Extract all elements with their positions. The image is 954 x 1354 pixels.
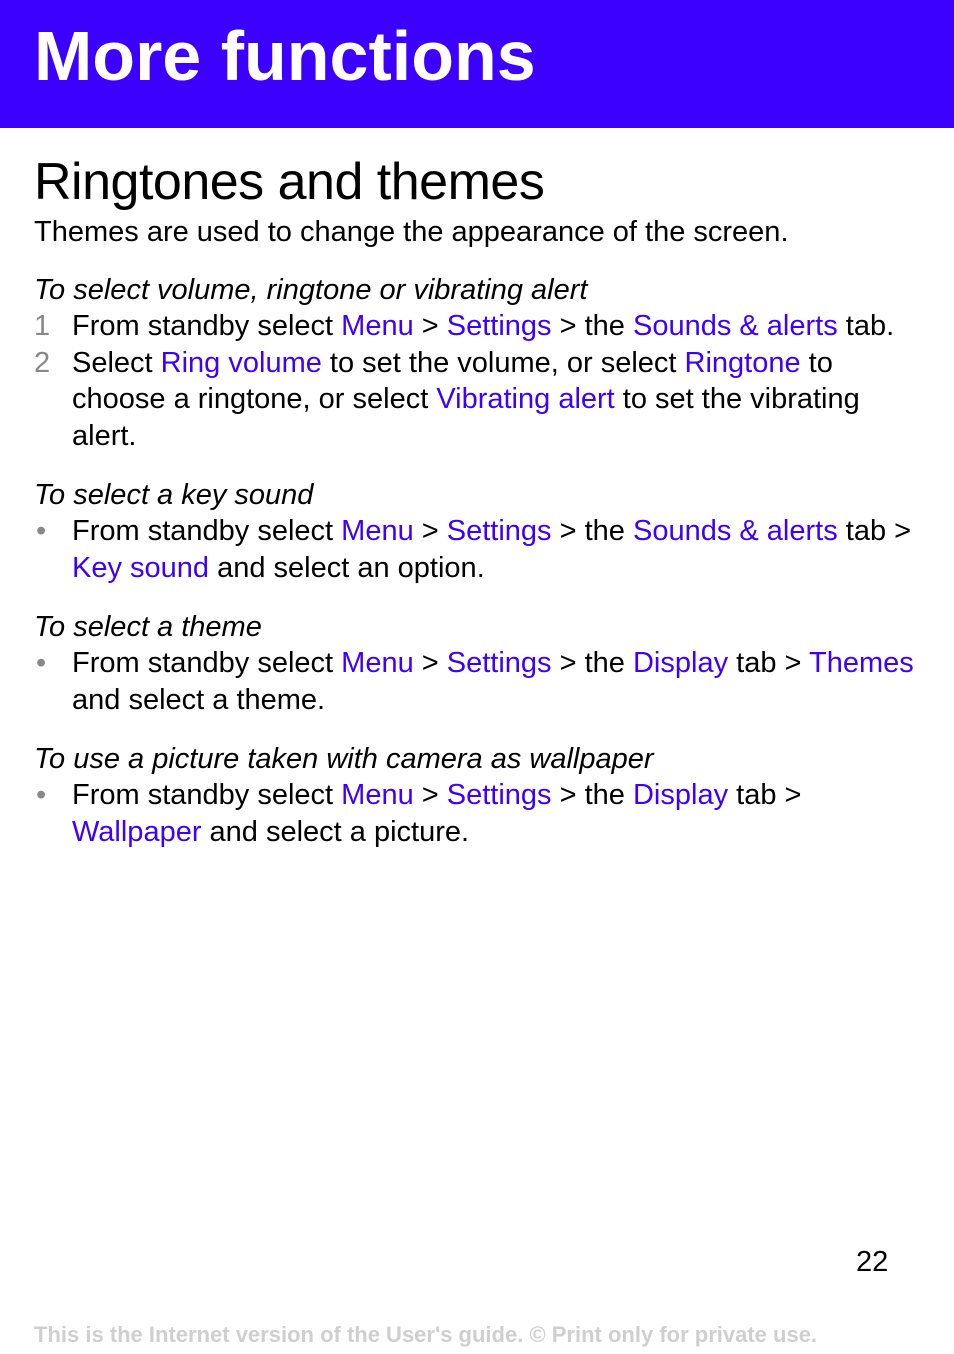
step-text: and select a picture.	[201, 815, 470, 848]
wallpaper-link: Wallpaper	[72, 815, 202, 848]
volume-heading: To select volume, ringtone or vibrating alert	[34, 274, 588, 306]
menu-link: Menu	[341, 779, 414, 811]
step-text: From standby select	[72, 515, 342, 547]
wallpaper-step	[34, 777, 914, 850]
display-link: Display	[632, 647, 729, 679]
step-text: tab >	[728, 647, 809, 679]
step-text: From standby select	[72, 310, 342, 342]
theme-heading: To select a theme	[34, 611, 262, 643]
section-intro: Themes are used to change the appearance of the screen.	[34, 216, 789, 248]
settings-link: Settings	[446, 647, 552, 679]
step-text: to set the vibrating alert.	[72, 383, 860, 452]
ringtone-link: Ringtone	[684, 346, 801, 379]
step-text: >	[413, 515, 447, 547]
menu-link: Menu	[341, 515, 414, 547]
menu-link: Menu	[341, 647, 414, 679]
theme-step	[34, 645, 914, 718]
step-number: 2	[34, 346, 51, 379]
key-sound-steps	[34, 513, 914, 586]
step-text: > the	[551, 515, 633, 547]
header-banner	[0, 0, 954, 128]
step-number: 1	[34, 310, 51, 342]
step-text: to choose a ringtone, or select	[72, 346, 833, 415]
themes-link: Themes	[808, 647, 914, 679]
step-text: tab.	[837, 310, 895, 342]
ring-volume-link: Ring volume	[160, 346, 322, 379]
wallpaper-steps	[34, 777, 914, 850]
theme-steps	[34, 645, 914, 718]
sounds-alerts-link: Sounds & alerts	[632, 515, 838, 547]
step-text: > the	[551, 647, 633, 679]
wallpaper-heading: To use a picture taken with camera as wallpaper	[34, 743, 654, 775]
step-text: to set the volume, or select	[321, 346, 685, 379]
step-text: and select a theme.	[72, 683, 326, 716]
page-content	[34, 150, 914, 850]
settings-link: Settings	[446, 779, 552, 811]
key-sound-heading: To select a key sound	[34, 479, 314, 511]
volume-steps	[34, 308, 914, 454]
step-text: tab >	[837, 515, 912, 547]
section-title: Ringtones and themes	[34, 153, 545, 211]
step-text: >	[413, 310, 447, 342]
step-text: tab >	[728, 779, 802, 811]
step-text: >	[413, 647, 447, 679]
chapter-title: More functions	[34, 17, 536, 95]
step-text: and select an option.	[209, 551, 485, 584]
step-text: >	[413, 779, 447, 811]
volume-step-2	[34, 345, 914, 455]
step-text: > the	[551, 310, 633, 342]
step-text: > the	[551, 779, 633, 811]
step-text: From standby select	[72, 779, 342, 811]
volume-step-1	[34, 308, 914, 345]
step-text: From standby select	[72, 647, 342, 679]
key-sound-step	[34, 513, 914, 586]
vibrating-alert-link: Vibrating alert	[436, 383, 615, 415]
bullet-icon: •	[36, 779, 47, 811]
sounds-alerts-link: Sounds & alerts	[632, 310, 838, 342]
menu-link: Menu	[341, 310, 414, 342]
bullet-icon: •	[36, 515, 47, 547]
display-link: Display	[632, 779, 729, 811]
page-number: 22	[856, 1246, 889, 1278]
settings-link: Settings	[446, 310, 552, 342]
bullet-icon: •	[36, 647, 47, 679]
settings-link: Settings	[446, 515, 552, 547]
footer-notice: This is the Internet version of the User's guide. © Print only for private use.	[34, 1322, 818, 1347]
key-sound-link: Key sound	[72, 551, 210, 584]
step-text: Select	[72, 346, 161, 379]
